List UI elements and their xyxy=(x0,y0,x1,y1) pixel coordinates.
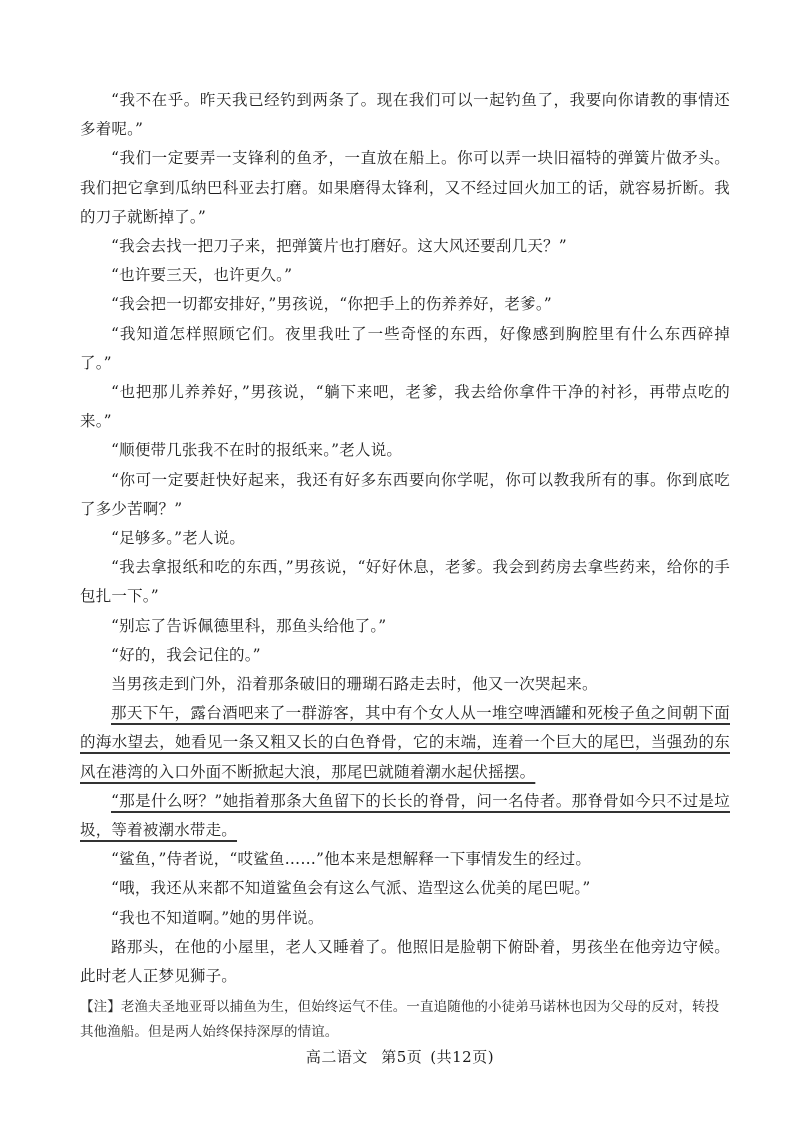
footer-subject: 高二语文 xyxy=(305,1048,368,1066)
footer-page-number: 第5页 xyxy=(381,1048,423,1066)
paragraph-9: “你可一定要赶快好起来，我还有好多东西要向你学呢，你可以教我所有的事。你到底吃了多少苦啊？” xyxy=(80,470,730,518)
paragraph-8: “顺便带几张我不在时的报纸来。”老人说。 xyxy=(111,441,403,460)
paragraph-3: “我会去找一把刀子来，把弹簧片也打磨好。这大风还要刮几天？” xyxy=(111,237,567,256)
note-text: 老渔夫圣地亚哥以捕鱼为生，但始终运气不佳。一直追随他的小徒弟马诺林也因为父母的反对，转投其他渔船。但是两人始终保持深厚的情谊。 xyxy=(80,999,720,1041)
story-text xyxy=(80,86,730,1045)
paragraph-2: “我们一定要弄一支锋利的鱼矛，一直放在船上。你可以弄一块旧福特的弹簧片做矛头。我们把它拿到瓜纳巴科亚去打磨。如果磨得太锋利，又不经过回火加工的话，就容易折断。我的刀子就断掉了。” xyxy=(80,149,730,226)
paragraph-17: “鲨鱼，”侍者说，“哎鲨鱼……”他本来是想解释一下事情发生的经过。 xyxy=(111,850,592,869)
underlined-paragraph-question: “那是什么呀？”她指着那条大鱼留下的长长的脊骨，问一名侍者。那脊骨如今只不过是垃圾，等着被潮水带走。 xyxy=(80,791,730,840)
footer-total-pages: (共12页) xyxy=(430,1048,495,1066)
paragraph-13: “好的，我会记住的。” xyxy=(111,645,261,664)
paragraph-18: “哦，我还从来都不知道鲨鱼会有这么气派、造型这么优美的尾巴呢。” xyxy=(111,879,591,898)
paragraph-4: “也许要三天，也许更久。” xyxy=(111,266,293,285)
underlined-paragraph-afternoon: 那天下午，露台酒吧来了一群游客，其中有个女人从一堆空啤酒罐和死梭子鱼之间朝下面的海水望去，她看见一条又粗又长的白色脊骨，它的末端，连着一个巨大的尾巴，当强劲的东风在港湾的入口外面不断掀起大浪，那尾巴就随着潮水起伏摇摆。 xyxy=(80,704,730,781)
paragraph-11: “我去拿报纸和吃的东西，”男孩说，“好好休息，老爹。我会到药房去拿些药来，给你的手包扎一下。” xyxy=(80,558,730,606)
paragraph-7: “也把那儿养养好，”男孩说，“躺下来吧，老爹，我去给你拿件干净的衬衫，再带点吃的来。” xyxy=(80,383,730,431)
paragraph-12: “别忘了告诉佩德里科，那鱼头给他了。” xyxy=(111,616,387,635)
paragraph-10: “足够多。”老人说。 xyxy=(111,529,246,548)
paragraph-1: “我不在乎。昨天我已经钓到两条了。现在我们可以一起钓鱼了，我要向你请教的事情还多着呢。” xyxy=(80,91,730,139)
paragraph-19: “我也不知道啊。”她的男伴说。 xyxy=(111,908,324,927)
paragraph-6: “我知道怎样照顾它们。夜里我吐了一些奇怪的东西，好像感到胸腔里有什么东西碎掉了。” xyxy=(80,324,730,372)
page-footer xyxy=(0,1046,800,1067)
paragraph-5: “我会把一切都安排好，”男孩说，“你把手上的伤养养好，老爹。” xyxy=(111,295,552,314)
note-tag: 【注】 xyxy=(80,999,121,1016)
paragraph-14: 当男孩走到门外，沿着那条破旧的珊瑚石路走去时，他又一次哭起来。 xyxy=(111,675,598,694)
paragraph-20: 路那头，在他的小屋里，老人又睡着了。他照旧是脸朝下俯卧着，男孩坐在他旁边守候。此时老人正梦见狮子。 xyxy=(80,937,730,986)
annotation-note xyxy=(80,995,730,1045)
